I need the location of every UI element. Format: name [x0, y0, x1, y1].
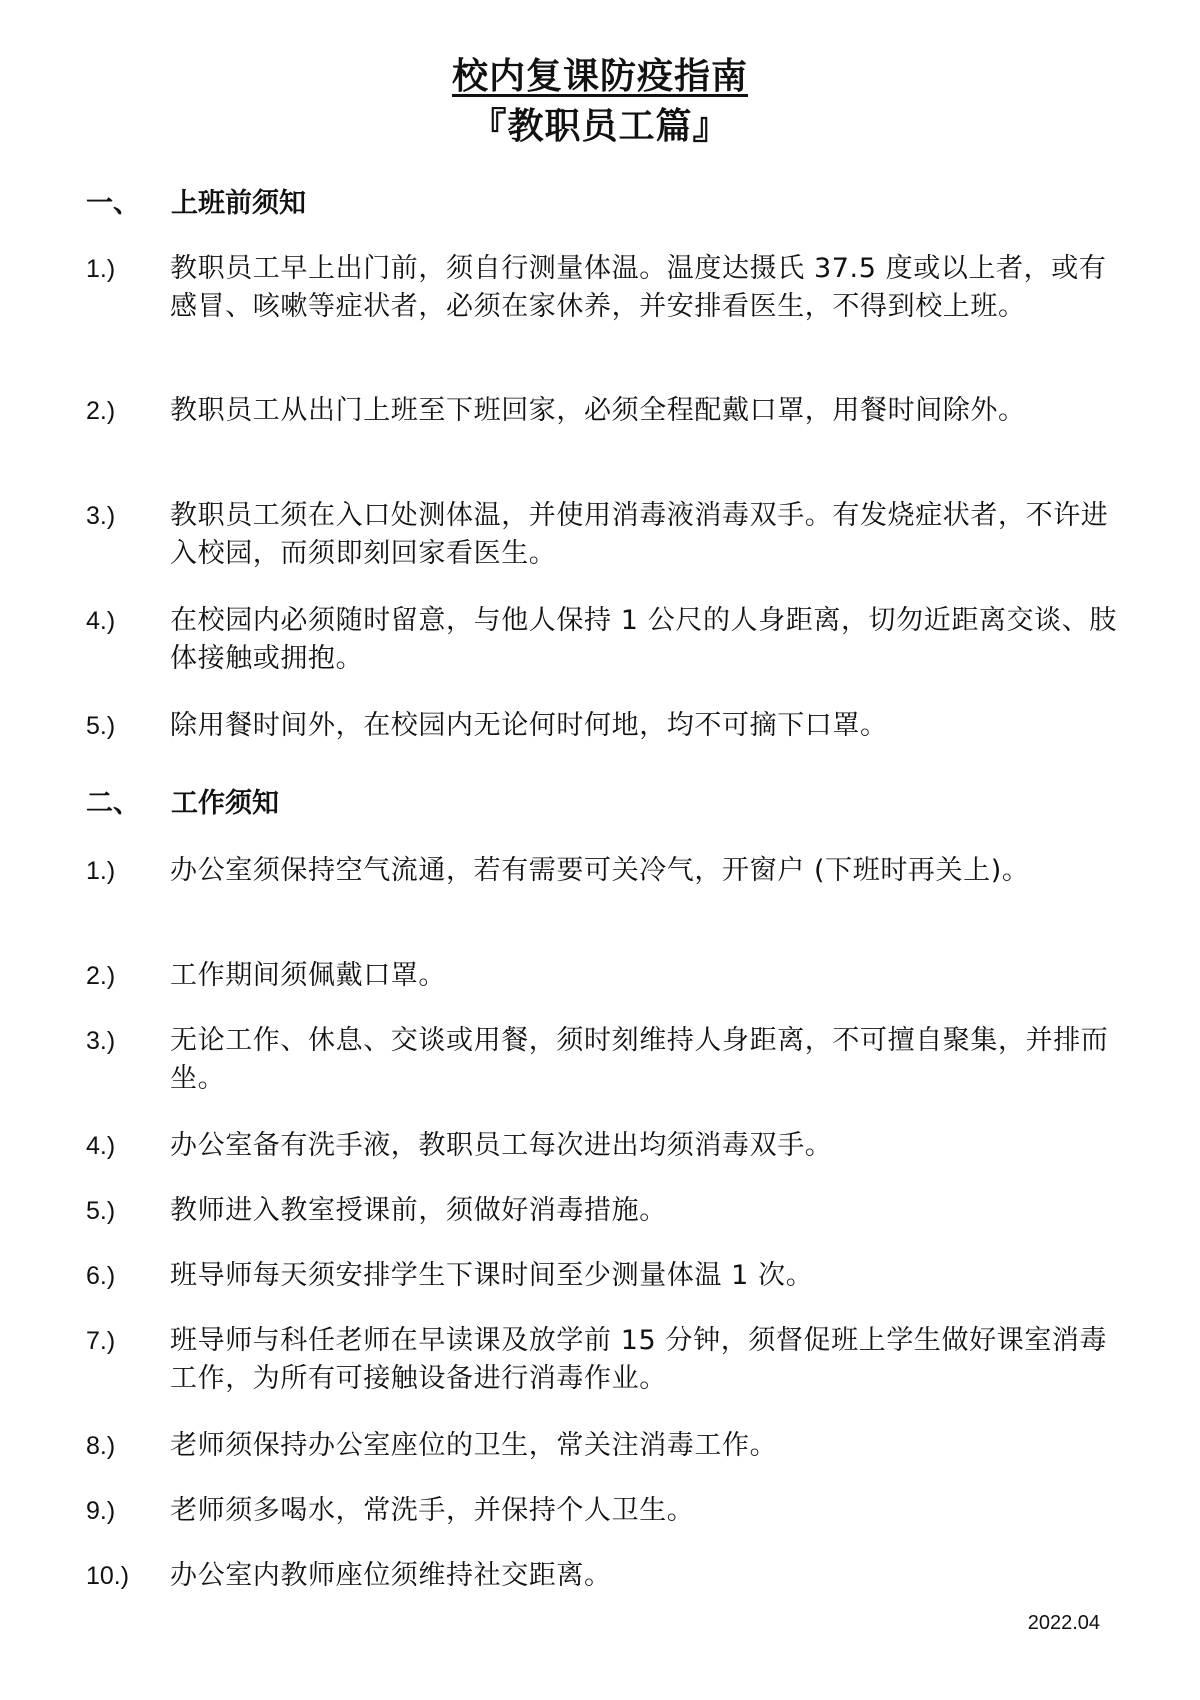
item-number: 2.) — [86, 397, 116, 425]
section-title: 上班前须知 — [171, 188, 306, 219]
list-item — [86, 1557, 1126, 1595]
item-number: 3.) — [86, 1027, 116, 1055]
item-text: 办公室须保持空气流通，若有需要可关冷气，开窗户 (下班时再关上)。 — [170, 855, 1030, 886]
list-item — [86, 957, 1126, 995]
list-item — [86, 602, 1126, 678]
section-title: 工作须知 — [171, 788, 279, 819]
document-title: 校内复课防疫指南 — [451, 56, 748, 97]
item-text: 老师须保持办公室座位的卫生，常关注消毒工作。 — [170, 1430, 778, 1461]
item-text: 无论工作、休息、交谈或用餐，须时刻维持人身距离，不可擅自聚集，并排而坐。 — [170, 1025, 1109, 1094]
item-number: 6.) — [86, 1262, 116, 1290]
list-item — [86, 1427, 1126, 1465]
item-text: 办公室内教师座位须维持社交距离。 — [170, 1560, 612, 1591]
list-item — [86, 1257, 1126, 1295]
section-number: 一、 — [86, 188, 140, 219]
item-number: 1.) — [86, 857, 116, 885]
title-block — [0, 52, 1200, 152]
item-number: 1.) — [86, 255, 116, 283]
item-text: 除用餐时间外，在校园内无论何时何地，均不可摘下口罩。 — [170, 710, 888, 741]
document-subtitle: 『教职员工篇』 — [470, 106, 730, 147]
item-text: 在校园内必须随时留意，与他人保持 1 公尺的人身距离，切勿近距离交谈、肢体接触或拥抱。 — [170, 605, 1117, 674]
list-item — [86, 707, 1126, 745]
item-number: 4.) — [86, 607, 116, 635]
item-number: 4.) — [86, 1132, 116, 1160]
section-number: 二、 — [86, 788, 140, 819]
item-text: 教职员工须在入口处测体温，并使用消毒液消毒双手。有发烧症状者，不许进入校园，而须即刻回家看医生。 — [170, 500, 1109, 569]
item-number: 5.) — [86, 1197, 116, 1225]
item-number: 8.) — [86, 1432, 116, 1460]
list-item — [86, 497, 1126, 573]
list-item — [86, 852, 1126, 890]
list-item — [86, 1127, 1126, 1165]
list-item — [86, 392, 1126, 430]
item-text: 办公室备有洗手液，教职员工每次进出均须消毒双手。 — [170, 1130, 833, 1161]
item-text: 工作期间须佩戴口罩。 — [170, 960, 446, 991]
list-item — [86, 250, 1126, 326]
item-number: 10.) — [86, 1562, 130, 1590]
item-number: 2.) — [86, 962, 116, 990]
list-item — [86, 1192, 1126, 1230]
list-item — [86, 1322, 1126, 1398]
item-number: 3.) — [86, 502, 116, 530]
item-text: 教职员工早上出门前，须自行测量体温。温度达摄氏 37.5 度或以上者，或有感冒、咳嗽等症状者，必须在家休养，并安排看医生，不得到校上班。 — [170, 253, 1107, 322]
item-number: 9.) — [86, 1497, 116, 1525]
list-item — [86, 1022, 1126, 1098]
document-date: 2022.04 — [1027, 1612, 1100, 1634]
item-text: 班导师每天须安排学生下课时间至少测量体温 1 次。 — [170, 1260, 814, 1291]
section-heading-work — [86, 781, 279, 820]
item-text: 班导师与科任老师在早读课及放学前 15 分钟，须督促班上学生做好课室消毒工作，为所有可接触设备进行消毒作业。 — [170, 1325, 1108, 1394]
item-text: 教职员工从出门上班至下班回家，必须全程配戴口罩，用餐时间除外。 — [170, 395, 1026, 426]
list-item — [86, 1492, 1126, 1530]
item-number: 5.) — [86, 712, 116, 740]
section-heading-before-work — [86, 181, 306, 220]
item-number: 7.) — [86, 1327, 116, 1355]
item-text: 老师须多喝水，常洗手，并保持个人卫生。 — [170, 1495, 695, 1526]
item-text: 教师进入教室授课前，须做好消毒措施。 — [170, 1195, 667, 1226]
